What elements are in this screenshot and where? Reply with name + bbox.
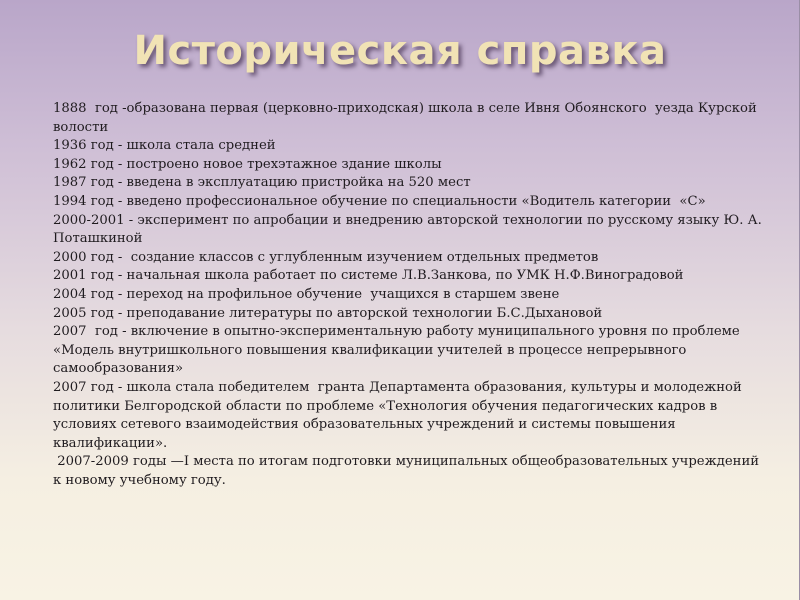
history-entry-1962: 1962 год - построено новое трехэтажное здание школы <box>53 156 442 172</box>
history-list <box>53 100 765 490</box>
history-entry-1994: 1994 год - введено профессиональное обучение по специальности «Водитель категории «С» <box>53 193 706 209</box>
history-entry-2007-2009: 2007-2009 годы —I места по итогам подготовки муниципальных общеобразовательных учреждений к новому учебному году. <box>53 454 764 488</box>
history-entry-2000: 2000 год - создание классов с углубленным изучением отдельных предметов <box>53 249 599 265</box>
history-entry-2001: 2001 год - начальная школа работает по системе Л.В.Занкова, по УМК Н.Ф.Виноградовой <box>53 268 684 284</box>
history-entry-2005: 2005 год - преподавание литературы по авторской технологии Б.С.Дыхановой <box>53 305 603 321</box>
history-entry-1888: 1888 год -образована первая (церковно-приходская) школа в селе Ивня Обоянского уезда Курской волости <box>53 101 761 135</box>
history-entry-2004: 2004 год - переход на профильное обучение учащихся в старшем звене <box>53 286 560 302</box>
history-entry-1936: 1936 год - школа стала средней <box>53 138 276 154</box>
history-entry-2000-2001: 2000-2001 - эксперимент по апробации и внедрению авторской технологии по русскому языку Ю. А. Поташкиной <box>53 212 766 247</box>
history-entry-2007-a: 2007 год - включение в опытно-экспериментальную работу муниципального уровня по проблеме «Модель внутришкольного повышения квалификации учителей в процессе непрерывного самообразования» <box>53 324 744 377</box>
history-entry-2007-b: 2007 год - школа стала победителем гранта Департамента образования, культуры и молодежной политики Белгородской области по проблеме «Технология обучения педагогических кадров в условиях сетевого взаимодействия образовательных учреждений и системы повышения квалификации». <box>53 379 746 451</box>
history-entry-1987: 1987 год - введена в эксплуатацию пристройка на 520 мест <box>53 175 471 191</box>
slide-title: Историческая справка <box>133 28 667 74</box>
